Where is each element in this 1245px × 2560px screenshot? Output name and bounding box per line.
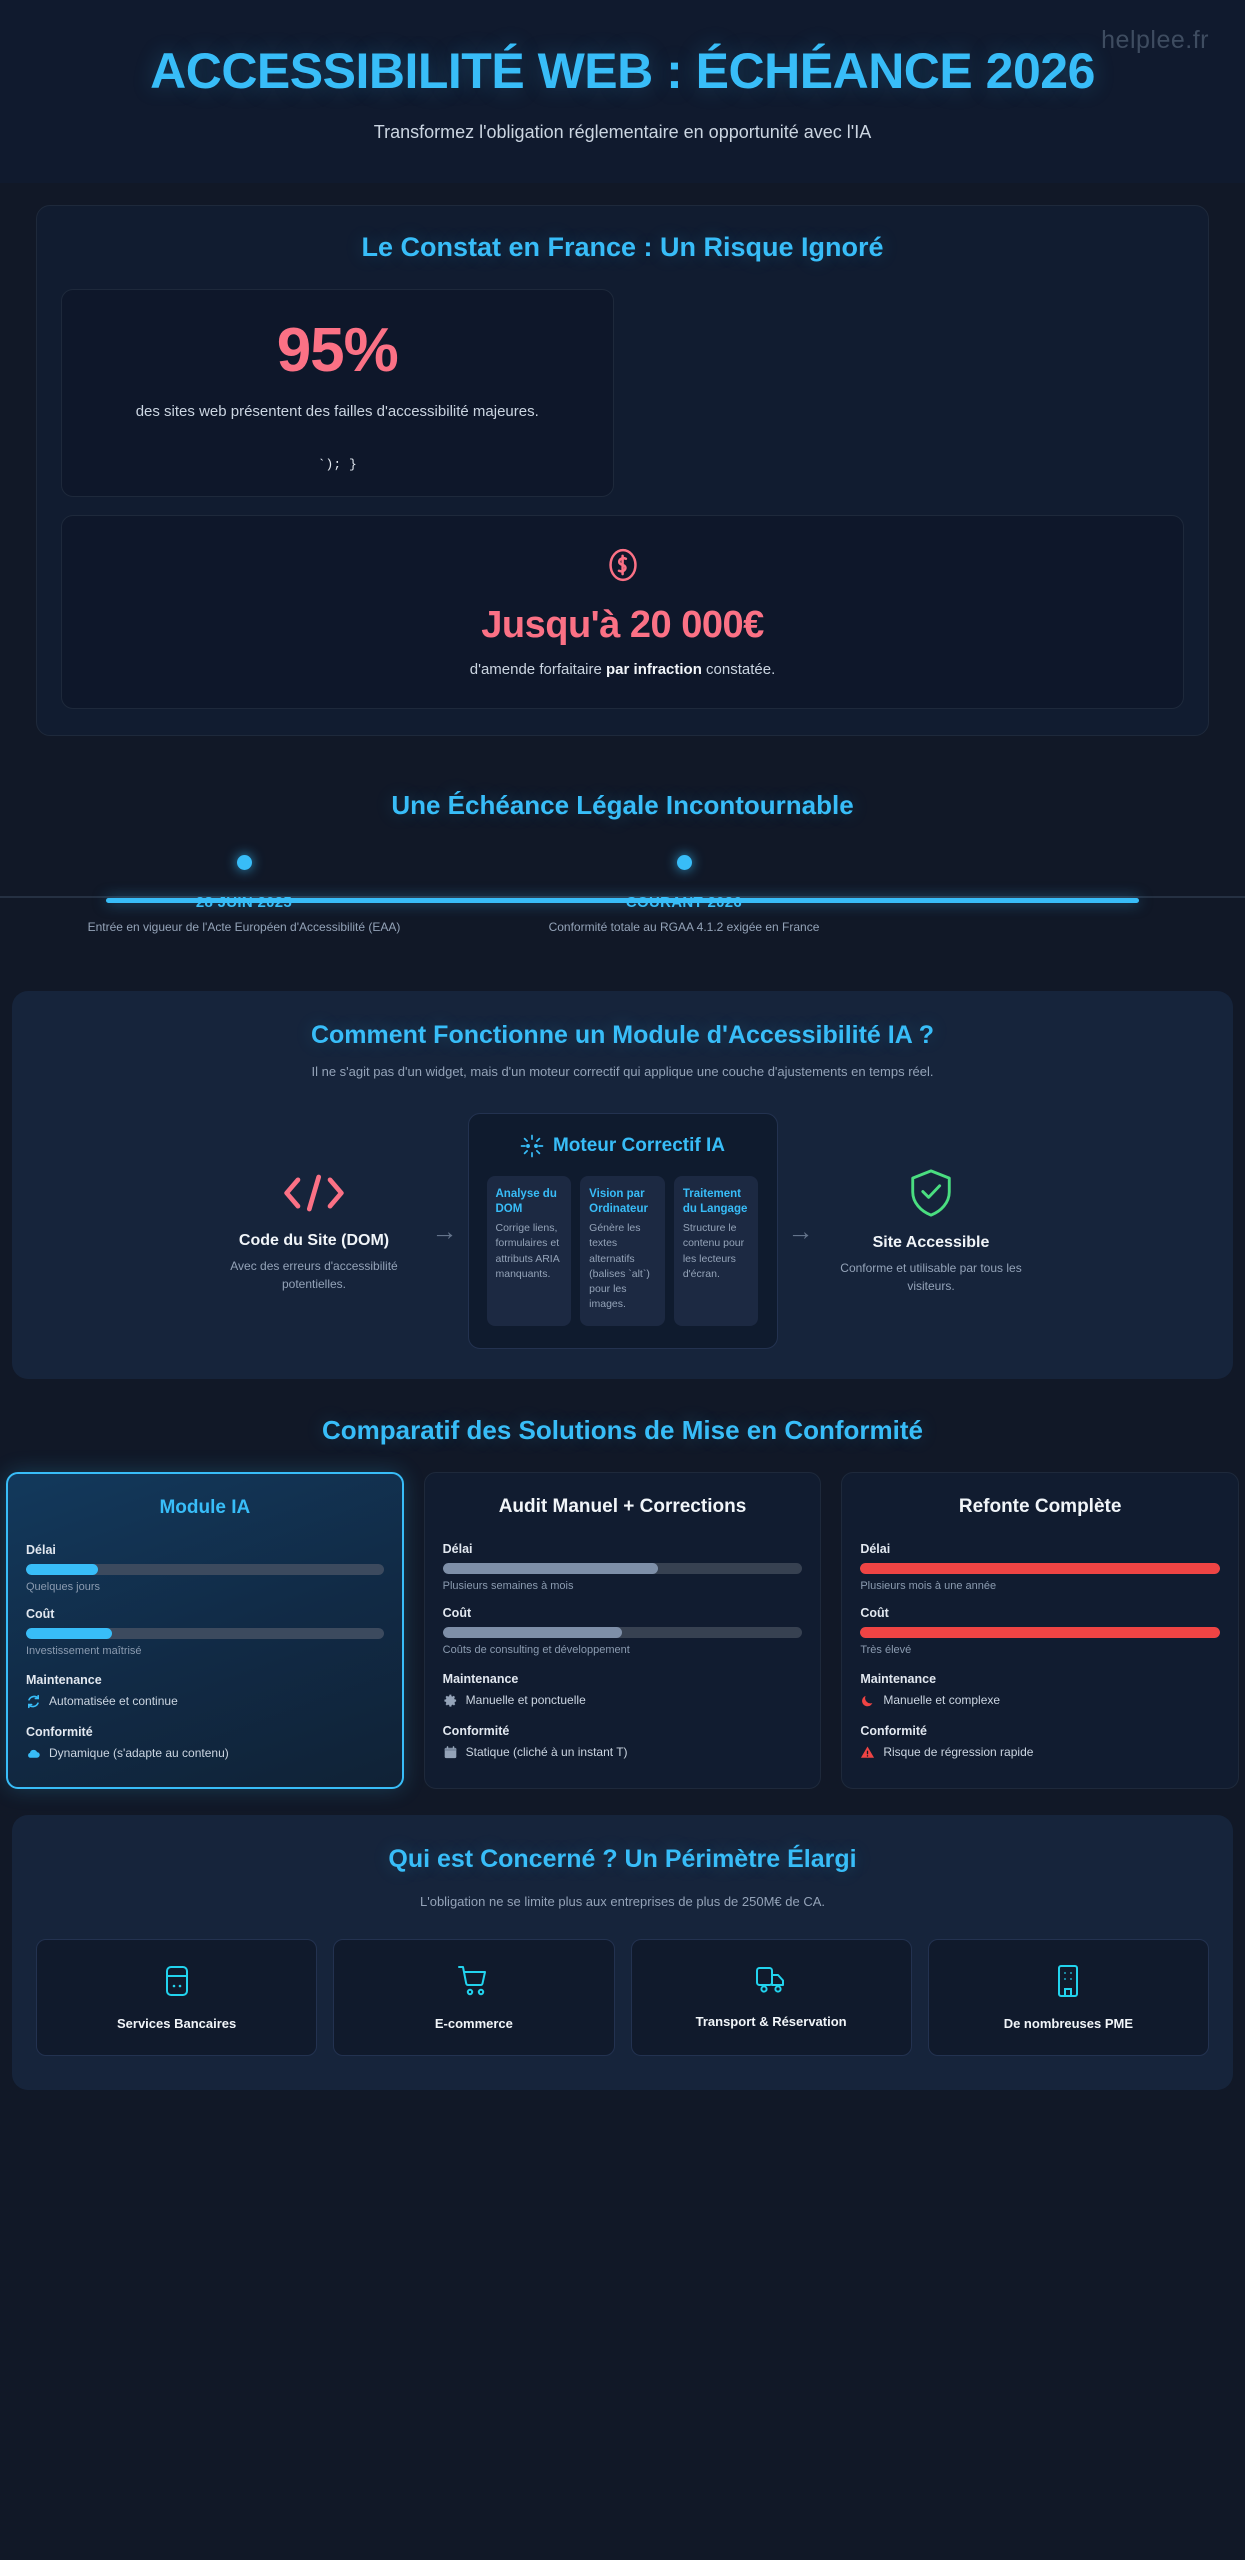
stat-card-empty: [632, 289, 1185, 497]
metric-cout: [26, 1607, 384, 1657]
watermark-label: helplee.fr: [1101, 26, 1209, 54]
metric-note: Très élevé: [860, 1643, 912, 1656]
arrow-right-icon: →: [787, 1216, 814, 1247]
ai-engine-header: [487, 1134, 759, 1158]
timeline-desc: Entrée en vigueur de l'Acte Européen d'Accessibilité (EAA): [87, 920, 401, 935]
attribute-row: [860, 1693, 1220, 1708]
attribute-maintenance: [860, 1672, 1220, 1708]
metric-cout: [443, 1606, 803, 1656]
fine-card: [61, 515, 1184, 709]
comparison-title: Comparatif des Solutions de Mise en Conformité: [322, 1415, 923, 1446]
flow-output-node: [824, 1168, 1039, 1295]
bank-card-icon: [47, 1964, 306, 1998]
shopping-cart-icon: [344, 1964, 603, 1998]
capability-card: [674, 1176, 759, 1326]
stats-section: [0, 183, 1245, 736]
metric-note: Quelques jours: [26, 1580, 100, 1593]
attribute-text: Manuelle et complexe: [883, 1693, 1001, 1708]
timeline-desc: Conformité totale au RGAA 4.1.2 exigée en France: [548, 920, 820, 935]
ai-engine-capability-list: [487, 1176, 759, 1326]
capability-title: Vision par Ordinateur: [589, 1188, 648, 1216]
moon-icon: [860, 1693, 875, 1708]
comparison-card-module-ia[interactable]: [6, 1472, 404, 1789]
attribute-row: [26, 1694, 384, 1709]
metric-note: Investissement maîtrisé: [26, 1644, 142, 1657]
progress-bar-track: [443, 1563, 803, 1574]
metric-label: Délai: [442, 1541, 473, 1556]
metric-label: Délai: [26, 1542, 56, 1557]
metric-label: Coût: [26, 1606, 55, 1621]
scope-card-pme[interactable]: [928, 1939, 1209, 2056]
calendar-icon: [443, 1745, 458, 1760]
fine-text-bold: par infraction: [606, 661, 702, 679]
timeline-dot-icon: [237, 855, 252, 870]
refresh-cycle-icon: [26, 1694, 41, 1709]
scope-card-label: Services Bancaires: [116, 2015, 237, 2031]
capability-title: Analyse du DOM: [495, 1188, 557, 1216]
capability-card: [487, 1176, 572, 1326]
scope-title: Qui est Concerné ? Un Périmètre Élargi: [388, 1844, 857, 1873]
stats-panel: [36, 205, 1209, 736]
progress-bar-fill: [26, 1628, 112, 1639]
timeline-section: [0, 736, 1245, 977]
comparison-card-title: Module IA: [159, 1497, 251, 1519]
scope-card-label: De nombreuses PME: [1003, 2015, 1134, 2031]
attribute-title: Conformité: [860, 1723, 927, 1738]
page-subtitle: Transformez l'obligation réglementaire en opportunité avec l'IA: [373, 122, 872, 142]
progress-bar-track: [443, 1627, 803, 1638]
comparison-grid: [0, 1472, 1245, 1789]
coin-euro-icon: [82, 542, 1163, 604]
fine-amount: Jusqu'à 20 000€: [481, 604, 764, 647]
hero-header: [0, 0, 1245, 183]
building-icon: [939, 1964, 1198, 1998]
capability-desc: Corrige liens, formulaires et attributs ARIA manquants.: [495, 1222, 560, 1280]
stat-percent-desc: des sites web présentent des failles d'accessibilité majeures.: [135, 403, 539, 420]
comparison-section: [0, 1379, 1245, 1789]
attribute-row: [26, 1746, 384, 1761]
code-brackets-icon: [207, 1170, 422, 1216]
metric-cout: [860, 1606, 1220, 1656]
gear-icon: [443, 1693, 458, 1708]
attribute-title: Maintenance: [442, 1671, 519, 1686]
capability-desc: Structure le contenu pour les lecteurs d'écran.: [682, 1222, 745, 1280]
ai-engine-card: [468, 1113, 778, 1349]
progress-bar-fill: [26, 1564, 98, 1575]
progress-bar-fill: [443, 1563, 659, 1574]
timeline-item-2: [504, 855, 864, 934]
metric-note: Coûts de consulting et développement: [442, 1643, 630, 1656]
comparison-card-refonte[interactable]: [841, 1472, 1239, 1789]
timeline-dot-icon: [677, 855, 692, 870]
shield-check-icon: [824, 1168, 1039, 1218]
metric-note: Plusieurs semaines à mois: [442, 1579, 574, 1592]
flow-output-desc: Conforme et utilisable par tous les visiteurs.: [840, 1260, 1022, 1293]
capability-card: [580, 1176, 665, 1326]
scope-grid: [36, 1939, 1209, 2056]
warning-triangle-icon: [860, 1745, 875, 1760]
ai-sparkle-icon: [520, 1134, 544, 1158]
capability-desc: Génère les textes alternatifs (balises `alt`) pour les images.: [589, 1222, 650, 1311]
progress-bar-track: [860, 1563, 1220, 1574]
attribute-maintenance: [26, 1673, 384, 1709]
cloud-icon: [26, 1746, 41, 1761]
attribute-row: [443, 1693, 803, 1708]
attribute-title: Maintenance: [860, 1671, 937, 1686]
attribute-maintenance: [443, 1672, 803, 1708]
scope-subtitle: L'obligation ne se limite plus aux entreprises de plus de 250M€ de CA.: [420, 1893, 825, 1909]
scope-card-transport[interactable]: [631, 1939, 912, 2056]
attribute-row: [443, 1745, 803, 1760]
flow-input-title: Code du Site (DOM): [238, 1231, 390, 1249]
timeline-date: 28 JUIN 2025: [195, 894, 293, 912]
progress-bar-track: [26, 1564, 384, 1575]
attribute-title: Conformité: [442, 1723, 510, 1738]
metric-delai: [860, 1542, 1220, 1592]
progress-bar-fill: [860, 1627, 1220, 1638]
attribute-text: Manuelle et ponctuelle: [465, 1693, 586, 1708]
metric-label: Délai: [860, 1541, 891, 1556]
flow-input-node: [207, 1170, 422, 1293]
ai-flow-diagram: [36, 1113, 1209, 1349]
timeline-item-1: [64, 855, 424, 934]
stat-percent-value: 95%: [276, 316, 398, 385]
timeline-date: COURANT 2026: [625, 894, 743, 912]
attribute-title: Conformité: [26, 1724, 93, 1739]
progress-bar-fill: [860, 1563, 1220, 1574]
attribute-row: [860, 1745, 1220, 1760]
fine-text-after: constatée.: [701, 661, 776, 679]
delivery-truck-icon: [642, 1964, 901, 1996]
metric-label: Coût: [442, 1605, 472, 1620]
comparison-card-title: Refonte Complète: [958, 1496, 1122, 1518]
comparison-card-audit-manuel[interactable]: [424, 1472, 822, 1789]
attribute-conformite: [443, 1724, 803, 1760]
metric-delai: [26, 1543, 384, 1593]
page-title: ACCESSIBILITÉ WEB : ÉCHÉANCE 2026: [150, 43, 1095, 99]
stats-title: Le Constat en France : Un Risque Ignoré: [361, 232, 884, 262]
progress-bar-fill: [443, 1627, 623, 1638]
flow-output-title: Site Accessible: [872, 1233, 990, 1251]
progress-bar-track: [860, 1627, 1220, 1638]
ai-module-subtitle: Il ne s'agit pas d'un widget, mais d'un moteur correctif qui applique une couche d'ajustements en temps réel.: [311, 1064, 934, 1080]
metric-note: Plusieurs mois à une année: [860, 1579, 997, 1592]
comparison-card-title: Audit Manuel + Corrections: [498, 1496, 747, 1518]
stat-card-percent: [61, 289, 614, 497]
metric-delai: [443, 1542, 803, 1592]
arrow-right-icon: →: [431, 1216, 458, 1247]
metric-label: Coût: [860, 1605, 889, 1620]
flow-input-desc: Avec des erreurs d'accessibilité potentielles.: [230, 1258, 398, 1291]
attribute-text: Dynamique (s'adapte au contenu): [49, 1746, 229, 1761]
scope-card-label: Transport & Réservation: [695, 2013, 847, 2029]
timeline-track: [36, 855, 1209, 951]
ai-module-title: Comment Fonctionne un Module d'Accessibilité IA ?: [310, 1021, 935, 1050]
scope-card-banking[interactable]: [36, 1939, 317, 2056]
attribute-text: Automatisée et continue: [49, 1694, 178, 1709]
attribute-conformite: [860, 1724, 1220, 1760]
attribute-conformite: [26, 1725, 384, 1761]
scope-card-ecommerce[interactable]: [333, 1939, 614, 2056]
fine-subtext: [82, 661, 1163, 678]
progress-bar-track: [26, 1628, 384, 1639]
scope-card-label: E-commerce: [434, 2015, 513, 2031]
fine-text-before: d'amende forfaitaire: [469, 661, 607, 679]
ai-module-section: [12, 991, 1233, 1379]
ai-engine-title: Moteur Correctif IA: [552, 1135, 726, 1157]
stat-render-artifact: `); }: [317, 457, 357, 473]
attribute-title: Maintenance: [26, 1672, 102, 1687]
attribute-text: Risque de régression rapide: [883, 1745, 1034, 1760]
scope-section: [12, 1815, 1233, 2090]
attribute-text: Statique (cliché à un instant T): [465, 1745, 628, 1760]
capability-title: Traitement du Langage: [682, 1188, 748, 1216]
timeline-title: Une Échéance Légale Incontournable: [391, 790, 854, 821]
stats-grid: [61, 289, 1184, 497]
